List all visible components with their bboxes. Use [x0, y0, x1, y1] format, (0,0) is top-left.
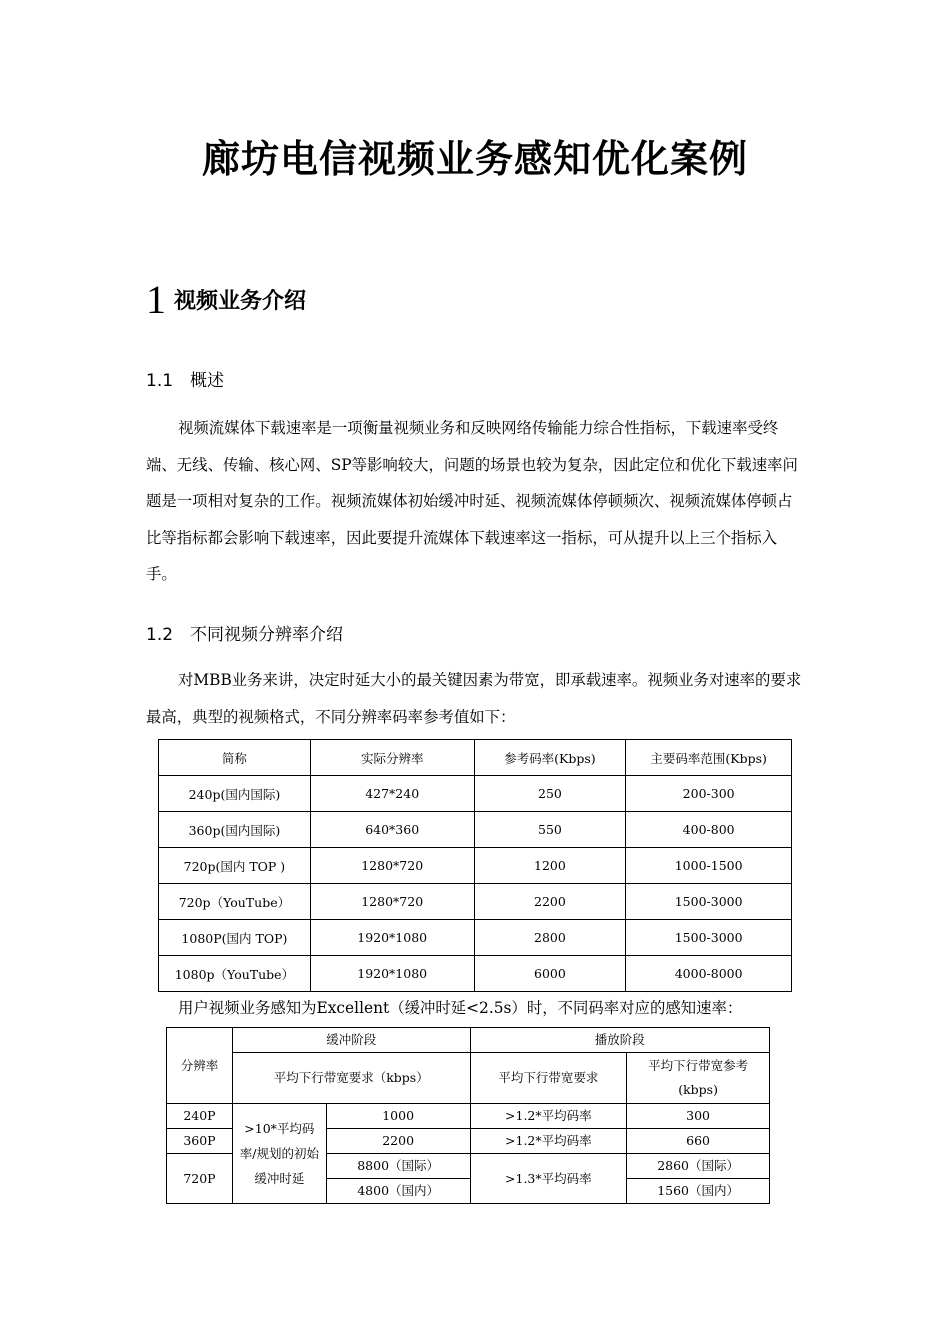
header-cell: 缓冲阶段 [232, 1028, 470, 1053]
table-cell: 660 [627, 1129, 770, 1154]
table-cell: 640*360 [310, 812, 474, 848]
header-cell: 播放阶段 [470, 1028, 770, 1053]
table-cell: 240p(国内国际) [159, 776, 311, 812]
table-cell: >10*平均码率/规划的初始缓冲时延 [232, 1104, 326, 1204]
perception-rate-table [166, 1027, 770, 1204]
subsection-label: 概述 [190, 371, 224, 391]
section-number: 1 [146, 277, 166, 322]
section-1-2-heading [146, 620, 343, 645]
table-cell: >1.2*平均码率 [470, 1104, 627, 1129]
header-cell: 平均下行带宽要求（kbps） [232, 1053, 470, 1104]
table-row [159, 776, 792, 812]
header-cell: 分辨率 [167, 1028, 233, 1104]
table-cell: 360p(国内国际) [159, 812, 311, 848]
table-cell: 1500-3000 [626, 884, 792, 920]
excellent-perception-caption: 用户视频业务感知为Excellent（缓冲时延<2.5s）时，不同码率对应的感知速率： [178, 999, 743, 1017]
header-cell: 平均下行带宽要求 [470, 1053, 627, 1104]
table-cell: 6000 [474, 956, 626, 992]
table-cell: 550 [474, 812, 626, 848]
section-1-heading [146, 276, 306, 323]
table-header-row [159, 740, 792, 776]
table-cell: 1000 [326, 1104, 470, 1129]
table-cell: 1280*720 [310, 884, 474, 920]
table-cell: 8800（国际） [326, 1154, 470, 1179]
section-label: 视频业务介绍 [174, 289, 307, 314]
table-cell: 400-800 [626, 812, 792, 848]
table-cell: 4000-8000 [626, 956, 792, 992]
table-cell: 240P [167, 1104, 233, 1129]
table-cell: 200-300 [626, 776, 792, 812]
table-cell: 360P [167, 1129, 233, 1154]
subsection-label: 不同视频分辨率介绍 [190, 625, 343, 645]
table-cell: 4800（国内） [326, 1179, 470, 1204]
table-cell: 300 [627, 1104, 770, 1129]
table-cell: 1000-1500 [626, 848, 792, 884]
subsection-number: 1.1 [146, 371, 174, 391]
overview-paragraph: 视频流媒体下载速率是一项衡量视频业务和反映网络传输能力综合性指标，下载速率受终端、无线、传输、核心网、SP等影响较大，问题的场景也较为复杂，因此定位和优化下载速率问题是一项相对复杂的工作。视频流媒体初始缓冲时延、视频流媒体停顿频次、视频流媒体停顿占比等指标都会影响下载速率，因此要提升流媒体下载速率这一指标，可从提升以上三个指标入手。 [146, 419, 798, 583]
table-cell: >1.3*平均码率 [470, 1154, 627, 1204]
table-cell: 1560（国内） [627, 1179, 770, 1204]
table-cell: 1200 [474, 848, 626, 884]
table-cell: 2860（国际） [627, 1154, 770, 1179]
table-header-row [167, 1028, 770, 1053]
table-row [159, 956, 792, 992]
header-cell: 平均下行带宽参考(kbps) [627, 1053, 770, 1104]
table-cell: >1.2*平均码率 [470, 1129, 627, 1154]
table-row [159, 920, 792, 956]
table-cell: 1920*1080 [310, 956, 474, 992]
table-cell: 1500-3000 [626, 920, 792, 956]
table-cell: 2200 [474, 884, 626, 920]
table-cell: 720p(国内 TOP ) [159, 848, 311, 884]
table-cell: 2800 [474, 920, 626, 956]
table-row [159, 848, 792, 884]
subsection-number: 1.2 [146, 625, 174, 645]
table-cell: 250 [474, 776, 626, 812]
table-cell: 2200 [326, 1129, 470, 1154]
header-cell: 实际分辨率 [310, 740, 474, 776]
table-cell: 1280*720 [310, 848, 474, 884]
table-row [159, 884, 792, 920]
table-header-row [167, 1053, 770, 1104]
table-cell: 1920*1080 [310, 920, 474, 956]
table-cell: 1080p（YouTube） [159, 956, 311, 992]
header-cell: 简称 [159, 740, 311, 776]
header-cell: 参考码率(Kbps) [474, 740, 626, 776]
resolution-bitrate-table [158, 739, 792, 992]
table-cell: 1080P(国内 TOP) [159, 920, 311, 956]
resolution-intro-paragraph: 对MBB业务来讲，决定时延大小的最关键因素为带宽，即承载速率。视频业务对速率的要求最高，典型的视频格式，不同分辨率码率参考值如下： [146, 671, 802, 726]
table-row [159, 812, 792, 848]
table-row [167, 1104, 770, 1129]
table-cell: 427*240 [310, 776, 474, 812]
header-cell: 主要码率范围(Kbps) [626, 740, 792, 776]
table-cell: 720p（YouTube） [159, 884, 311, 920]
section-1-1-heading [146, 366, 224, 391]
table-cell: 720P [167, 1154, 233, 1204]
document-title: 廊坊电信视频业务感知优化案例 [201, 137, 748, 181]
